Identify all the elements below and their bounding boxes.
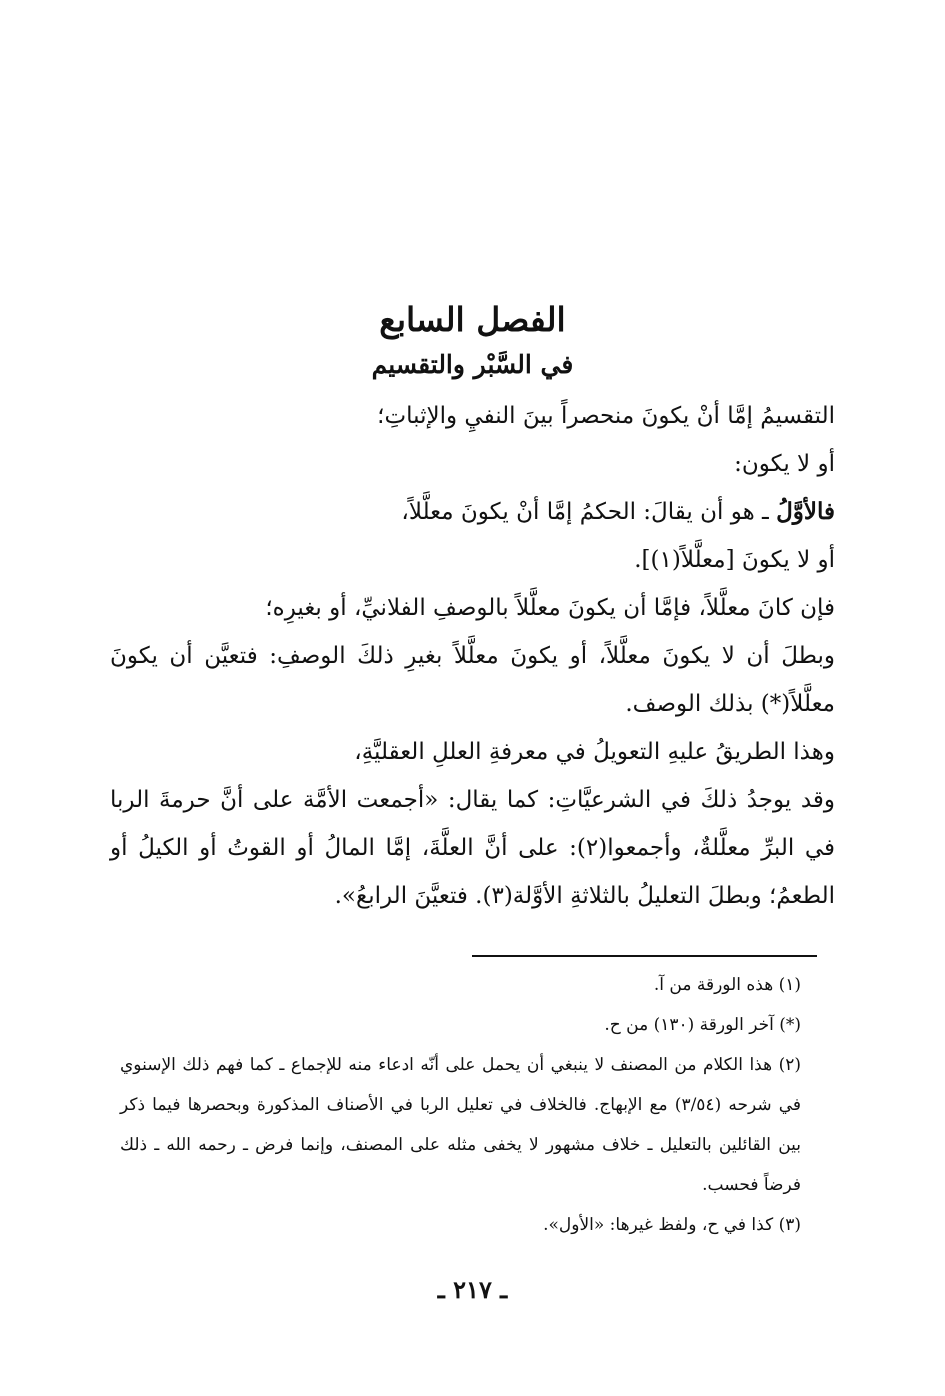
footnote-divider bbox=[472, 955, 817, 957]
chapter-title: الفصل السابع bbox=[379, 300, 566, 339]
paragraph-1: التقسيمُ إمَّا أنْ يكونَ منحصراً بينَ النفيِ والإثباتِ؛ bbox=[377, 403, 835, 429]
paragraph-5: فإن كانَ معلَّلاً، فإمَّا أن يكونَ معلَّلاً بالوصفِ الفلانيِّ، أو بغيرِه؛ bbox=[265, 595, 835, 621]
footnote-1: (١) هذه الورقة من آ. bbox=[653, 975, 801, 995]
page-number: ـ ٢١٧ ـ bbox=[437, 1275, 508, 1304]
chapter-subtitle: في السَّبْر والتقسيم bbox=[371, 350, 574, 379]
paragraph-6: وبطلَ أن لا يكونَ معلَّلاً، أو يكونَ معلَّلاً بغيرِ ذلكَ الوصفِ: فتعيَّن أن يكونَ معلَّلاً(*) بذلك الوصف. bbox=[110, 643, 835, 717]
footnote-star: (*) آخر الورقة (١٣٠) من ح. bbox=[604, 1015, 801, 1035]
footnotes bbox=[120, 965, 835, 1245]
footnote-2: (٢) هذا الكلام من المصنف لا ينبغي أن يحمل على أنّه ادعاء منه للإجماع ـ كما فهم ذلك الإسنوي في شرحه (٣/٥٤) مع الإبهاج. فالخلاف في تعليل الربا في الأصناف المذكورة وبحصرها فيما ذكر بين القائلين بالتعليل ـ خلاف مشهور لا يخفى مثله على المصنف، وإنما فرض ـ رحمه الله ـ ذلك فرضاً فحسب. bbox=[120, 1055, 802, 1195]
paragraph-2: أو لا يكون: bbox=[734, 451, 835, 477]
main-text bbox=[110, 392, 835, 920]
paragraph-3 bbox=[110, 488, 835, 536]
footnote-3: (٣) كذا في ح، ولفظ غيرها: «الأول». bbox=[543, 1215, 801, 1235]
paragraph-3-rest: ـ هو أن يقالَ: الحكمُ إمَّا أنْ يكونَ معلَّلاً، bbox=[401, 499, 777, 525]
paragraph-8: وقد يوجدُ ذلكَ في الشرعيَّاتِ: كما يقال: «أجمعت الأمَّة على أنَّ حرمةَ الربا في البرِّ معلَّلةٌ، وأجمعوا(٢): على أنَّ العلَّةَ، إمَّا المالُ أو القوتُ أو الكيلُ أو الطعمُ؛ وبطلَ التعليلُ بالثلاثةِ الأوَّلة(٣). فتعيَّنَ الرابعُ». bbox=[110, 787, 835, 909]
paragraph-4: أو لا يكونَ [معلَّلاً(١)]. bbox=[634, 547, 835, 573]
paragraph-7: وهذا الطريقُ عليهِ التعويلُ في معرفةِ العللِ العقليَّةِ، bbox=[354, 739, 835, 765]
paragraph-3-lead: فالأوَّلُ bbox=[776, 498, 835, 525]
